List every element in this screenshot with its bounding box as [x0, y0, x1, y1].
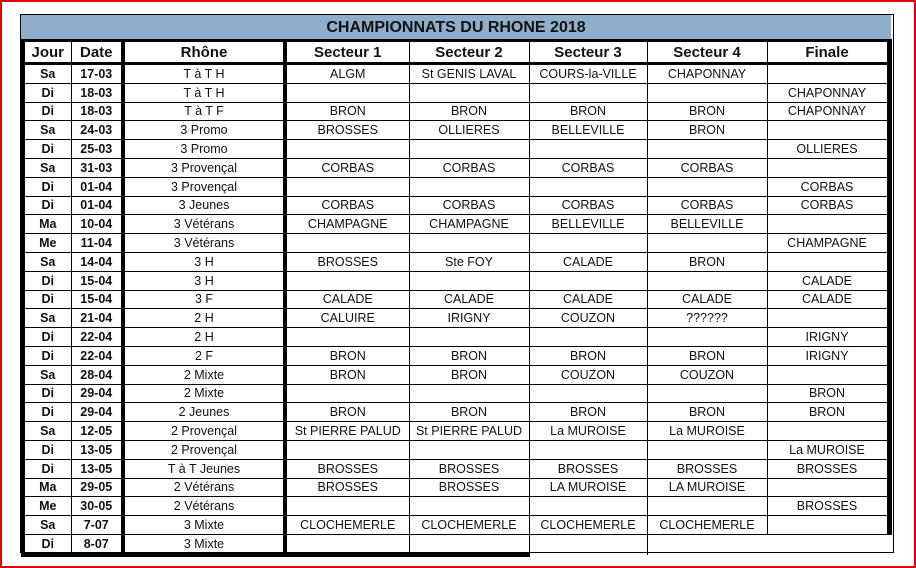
cell-date: 14-04	[71, 252, 123, 271]
cell-secteur-3: BROSSES	[529, 459, 647, 478]
cell-secteur-3	[529, 234, 647, 253]
header-date: Date	[71, 41, 123, 64]
cell-secteur-2: BROSSES	[409, 459, 529, 478]
cell-secteur-1: BRON	[285, 102, 409, 121]
table-row	[23, 422, 889, 441]
cell-jour: Di	[23, 271, 71, 290]
cell-secteur-1	[285, 384, 409, 403]
table-row	[23, 83, 889, 102]
cell-jour: Di	[23, 440, 71, 459]
cell-date: 22-04	[71, 346, 123, 365]
cell-finale	[767, 516, 889, 535]
cell-secteur-1: BROSSES	[285, 252, 409, 271]
cell-secteur-1	[285, 497, 409, 516]
cell-date: 15-04	[71, 290, 123, 309]
table-row	[23, 478, 889, 497]
cell-jour: Di	[23, 384, 71, 403]
cell-secteur-3: BRON	[529, 346, 647, 365]
cell-secteur-2: St GENIS LAVAL	[409, 64, 529, 84]
cell-rhone: 2 Provençal	[123, 422, 285, 441]
cell-secteur-3: COUZON	[529, 309, 647, 328]
cell-jour: Sa	[23, 121, 71, 140]
table-row	[23, 102, 889, 121]
cell-finale	[767, 422, 889, 441]
cell-jour: Di	[23, 459, 71, 478]
cell-finale: BROSSES	[767, 497, 889, 516]
cell-secteur-4: BRON	[647, 346, 767, 365]
cell-secteur-1: BROSSES	[285, 478, 409, 497]
cell-date: 25-03	[71, 140, 123, 159]
cell-secteur-4: CHAPONNAY	[647, 64, 767, 84]
cell-jour: Di	[23, 290, 71, 309]
cell-secteur-3: BRON	[529, 403, 647, 422]
cell-secteur-1	[285, 177, 409, 196]
header-secteur-2: Secteur 2	[409, 41, 529, 64]
cell-secteur-1	[285, 234, 409, 253]
header-secteur-3: Secteur 3	[529, 41, 647, 64]
cell-date: 31-03	[71, 158, 123, 177]
cell-secteur-2: BRON	[409, 102, 529, 121]
cell-secteur-1: ALGM	[285, 64, 409, 84]
cell-jour: Me	[23, 497, 71, 516]
cell-jour: Di	[23, 102, 71, 121]
cell-rhone: T à T H	[123, 83, 285, 102]
table-row	[23, 121, 889, 140]
cell-finale: BRON	[767, 384, 889, 403]
cell-finale: OLLIERES	[767, 140, 889, 159]
table-row	[23, 252, 889, 271]
cell-secteur-1: St PIERRE PALUD	[285, 422, 409, 441]
cell-date: 01-04	[71, 196, 123, 215]
cell-jour: Di	[23, 403, 71, 422]
table-title: CHAMPIONNATS DU RHONE 2018	[21, 15, 891, 39]
cell-rhone: T à T H	[123, 64, 285, 84]
cell-secteur-4: BROSSES	[647, 459, 767, 478]
cell-date: 22-04	[71, 328, 123, 347]
cell-jour: Di	[23, 534, 71, 554]
header-secteur-1: Secteur 1	[285, 41, 409, 64]
cell-date: 18-03	[71, 83, 123, 102]
cell-secteur-3: CLOCHEMERLE	[529, 516, 647, 535]
table-row	[23, 140, 889, 159]
cell-secteur-3: COUZON	[529, 365, 647, 384]
cell-secteur-3	[529, 83, 647, 102]
cell-secteur-2: BROSSES	[409, 478, 529, 497]
cell-date: 12-05	[71, 422, 123, 441]
cell-finale: CHAPONNAY	[767, 102, 889, 121]
cell-secteur-4	[647, 497, 767, 516]
cell-jour: Me	[23, 234, 71, 253]
table-row	[23, 177, 889, 196]
cell-secteur-2: OLLIERES	[409, 121, 529, 140]
cell-secteur-4: BRON	[647, 121, 767, 140]
cell-rhone: 3 Provençal	[123, 158, 285, 177]
cell-secteur-3: LA MUROISE	[529, 478, 647, 497]
cell-secteur-2	[409, 328, 529, 347]
cell-date: 29-04	[71, 403, 123, 422]
cell-date: 10-04	[71, 215, 123, 234]
cell-jour: Ma	[23, 215, 71, 234]
cell-rhone: T à T F	[123, 102, 285, 121]
cell-rhone: 2 Mixte	[123, 384, 285, 403]
cell-secteur-2	[409, 497, 529, 516]
table-row	[23, 158, 889, 177]
cell-secteur-4	[647, 328, 767, 347]
cell-secteur-2	[409, 534, 529, 554]
cell-secteur-3	[529, 140, 647, 159]
cell-secteur-4: BRON	[647, 403, 767, 422]
cell-secteur-4: BRON	[647, 102, 767, 121]
cell-finale	[767, 158, 889, 177]
cell-jour: Sa	[23, 252, 71, 271]
cell-rhone: 2 H	[123, 328, 285, 347]
cell-rhone: 2 H	[123, 309, 285, 328]
cell-rhone: 3 Promo	[123, 140, 285, 159]
cell-secteur-2	[409, 384, 529, 403]
cell-secteur-2: Ste FOY	[409, 252, 529, 271]
cell-date: 24-03	[71, 121, 123, 140]
cell-secteur-3	[529, 177, 647, 196]
header-finale: Finale	[767, 41, 889, 64]
table-row	[23, 516, 889, 535]
cell-date: 18-03	[71, 102, 123, 121]
cell-finale: CALADE	[767, 290, 889, 309]
cell-finale	[767, 478, 889, 497]
cell-finale: CALADE	[767, 271, 889, 290]
cell-secteur-1: BRON	[285, 365, 409, 384]
header-secteur-4: Secteur 4	[647, 41, 767, 64]
cell-secteur-2: IRIGNY	[409, 309, 529, 328]
cell-finale: CORBAS	[767, 177, 889, 196]
cell-jour: Sa	[23, 309, 71, 328]
cell-date: 8-07	[71, 534, 123, 554]
cell-secteur-3: COURS-la-VILLE	[529, 64, 647, 84]
table-row	[23, 328, 889, 347]
cell-secteur-2: St PIERRE PALUD	[409, 422, 529, 441]
cell-secteur-4	[647, 271, 767, 290]
table-row	[23, 234, 889, 253]
table-row	[23, 346, 889, 365]
cell-secteur-1: BRON	[285, 346, 409, 365]
cell-secteur-2	[409, 177, 529, 196]
cell-secteur-3: CORBAS	[529, 158, 647, 177]
cell-jour: Sa	[23, 158, 71, 177]
cell-finale	[767, 64, 889, 84]
cell-finale: CORBAS	[767, 196, 889, 215]
cell-secteur-3: CALADE	[529, 290, 647, 309]
table-row	[23, 215, 889, 234]
cell-secteur-3	[529, 534, 647, 554]
cell-date: 15-04	[71, 271, 123, 290]
cell-jour: Sa	[23, 422, 71, 441]
cell-date: 01-04	[71, 177, 123, 196]
cell-secteur-1: CORBAS	[285, 158, 409, 177]
cell-secteur-2: CORBAS	[409, 158, 529, 177]
cell-secteur-2: CALADE	[409, 290, 529, 309]
cell-secteur-1	[285, 271, 409, 290]
cell-secteur-3	[529, 440, 647, 459]
table-row	[23, 271, 889, 290]
cell-rhone: 2 Jeunes	[123, 403, 285, 422]
table-row	[23, 365, 889, 384]
cell-secteur-1	[285, 440, 409, 459]
cell-secteur-3: La MUROISE	[529, 422, 647, 441]
cell-secteur-1	[285, 140, 409, 159]
cell-secteur-4	[647, 534, 767, 554]
cell-rhone: 3 Vétérans	[123, 234, 285, 253]
cell-rhone: 3 Vétérans	[123, 215, 285, 234]
cell-jour: Di	[23, 140, 71, 159]
cell-rhone: 3 Jeunes	[123, 196, 285, 215]
cell-secteur-3	[529, 497, 647, 516]
cell-jour: Di	[23, 196, 71, 215]
cell-finale: CHAPONNAY	[767, 83, 889, 102]
cell-rhone: 3 H	[123, 271, 285, 290]
cell-rhone: 3 Promo	[123, 121, 285, 140]
cell-finale	[767, 121, 889, 140]
cell-finale	[767, 365, 889, 384]
cell-date: 29-05	[71, 478, 123, 497]
cell-date: 29-04	[71, 384, 123, 403]
cell-secteur-2: CHAMPAGNE	[409, 215, 529, 234]
cell-secteur-4	[647, 177, 767, 196]
cell-jour: Sa	[23, 64, 71, 84]
cell-secteur-3	[529, 328, 647, 347]
cell-rhone: 3 Provençal	[123, 177, 285, 196]
cell-rhone: 3 Mixte	[123, 516, 285, 535]
cell-secteur-1: CORBAS	[285, 196, 409, 215]
cell-rhone: 2 Mixte	[123, 365, 285, 384]
cell-date: 7-07	[71, 516, 123, 535]
cell-secteur-2	[409, 83, 529, 102]
cell-secteur-4	[647, 440, 767, 459]
cell-jour: Ma	[23, 478, 71, 497]
cell-secteur-3: CORBAS	[529, 196, 647, 215]
cell-secteur-4: La MUROISE	[647, 422, 767, 441]
cell-finale: La MUROISE	[767, 440, 889, 459]
table-row	[23, 64, 889, 84]
table-row	[23, 196, 889, 215]
table-row	[23, 534, 889, 554]
cell-date: 17-03	[71, 64, 123, 84]
cell-secteur-1: CHAMPAGNE	[285, 215, 409, 234]
cell-rhone: 2 Vétérans	[123, 478, 285, 497]
cell-secteur-1: BROSSES	[285, 121, 409, 140]
cell-secteur-4	[647, 83, 767, 102]
cell-secteur-4: LA MUROISE	[647, 478, 767, 497]
cell-secteur-4: CORBAS	[647, 158, 767, 177]
cell-finale: BRON	[767, 403, 889, 422]
cell-secteur-1	[285, 83, 409, 102]
cell-secteur-1: BROSSES	[285, 459, 409, 478]
table-row	[23, 309, 889, 328]
table-row	[23, 384, 889, 403]
cell-secteur-4: CORBAS	[647, 196, 767, 215]
cell-date: 21-04	[71, 309, 123, 328]
cell-secteur-1: CLOCHEMERLE	[285, 516, 409, 535]
cell-secteur-2	[409, 271, 529, 290]
cell-finale	[767, 534, 889, 554]
cell-secteur-3: BRON	[529, 102, 647, 121]
cell-date: 13-05	[71, 459, 123, 478]
cell-jour: Sa	[23, 516, 71, 535]
cell-secteur-2	[409, 234, 529, 253]
cell-date: 30-05	[71, 497, 123, 516]
cell-finale	[767, 252, 889, 271]
cell-jour: Sa	[23, 365, 71, 384]
cell-secteur-2: CLOCHEMERLE	[409, 516, 529, 535]
cell-secteur-3: BELLEVILLE	[529, 215, 647, 234]
table-row	[23, 459, 889, 478]
table-row	[23, 290, 889, 309]
table-row	[23, 440, 889, 459]
cell-date: 11-04	[71, 234, 123, 253]
cell-rhone: 2 Provençal	[123, 440, 285, 459]
cell-rhone: T à T Jeunes	[123, 459, 285, 478]
cell-date: 13-05	[71, 440, 123, 459]
cell-secteur-3	[529, 384, 647, 403]
cell-secteur-1	[285, 534, 409, 554]
cell-secteur-4	[647, 384, 767, 403]
cell-secteur-4: BELLEVILLE	[647, 215, 767, 234]
cell-secteur-3: BELLEVILLE	[529, 121, 647, 140]
cell-rhone: 3 F	[123, 290, 285, 309]
cell-secteur-2	[409, 140, 529, 159]
cell-rhone: 2 Vétérans	[123, 497, 285, 516]
cell-secteur-1	[285, 328, 409, 347]
cell-finale: IRIGNY	[767, 346, 889, 365]
cell-secteur-2: BRON	[409, 403, 529, 422]
cell-finale: CHAMPAGNE	[767, 234, 889, 253]
cell-finale	[767, 215, 889, 234]
cell-rhone: 2 F	[123, 346, 285, 365]
cell-jour: Di	[23, 177, 71, 196]
cell-secteur-4	[647, 140, 767, 159]
cell-secteur-4: ??????	[647, 309, 767, 328]
cell-finale: IRIGNY	[767, 328, 889, 347]
table-row	[23, 403, 889, 422]
cell-finale	[767, 309, 889, 328]
cell-secteur-2: CORBAS	[409, 196, 529, 215]
cell-jour: Di	[23, 346, 71, 365]
cell-secteur-4: COUZON	[647, 365, 767, 384]
header-rhone: Rhône	[123, 41, 285, 64]
cell-secteur-4: BRON	[647, 252, 767, 271]
cell-secteur-2: BRON	[409, 365, 529, 384]
cell-rhone: 3 Mixte	[123, 534, 285, 554]
cell-finale: BROSSES	[767, 459, 889, 478]
header-jour: Jour	[23, 41, 71, 64]
cell-secteur-3	[529, 271, 647, 290]
header-row	[23, 41, 889, 64]
cell-secteur-1: CALUIRE	[285, 309, 409, 328]
cell-secteur-2: BRON	[409, 346, 529, 365]
cell-secteur-4	[647, 234, 767, 253]
cell-jour: Di	[23, 328, 71, 347]
cell-secteur-1: CALADE	[285, 290, 409, 309]
cell-date: 28-04	[71, 365, 123, 384]
cell-rhone: 3 H	[123, 252, 285, 271]
cell-secteur-2	[409, 440, 529, 459]
table-row	[23, 497, 889, 516]
cell-secteur-4: CLOCHEMERLE	[647, 516, 767, 535]
cell-secteur-4: CALADE	[647, 290, 767, 309]
schedule-table	[21, 39, 892, 557]
cell-secteur-3: CALADE	[529, 252, 647, 271]
cell-secteur-1: BRON	[285, 403, 409, 422]
cell-jour: Di	[23, 83, 71, 102]
